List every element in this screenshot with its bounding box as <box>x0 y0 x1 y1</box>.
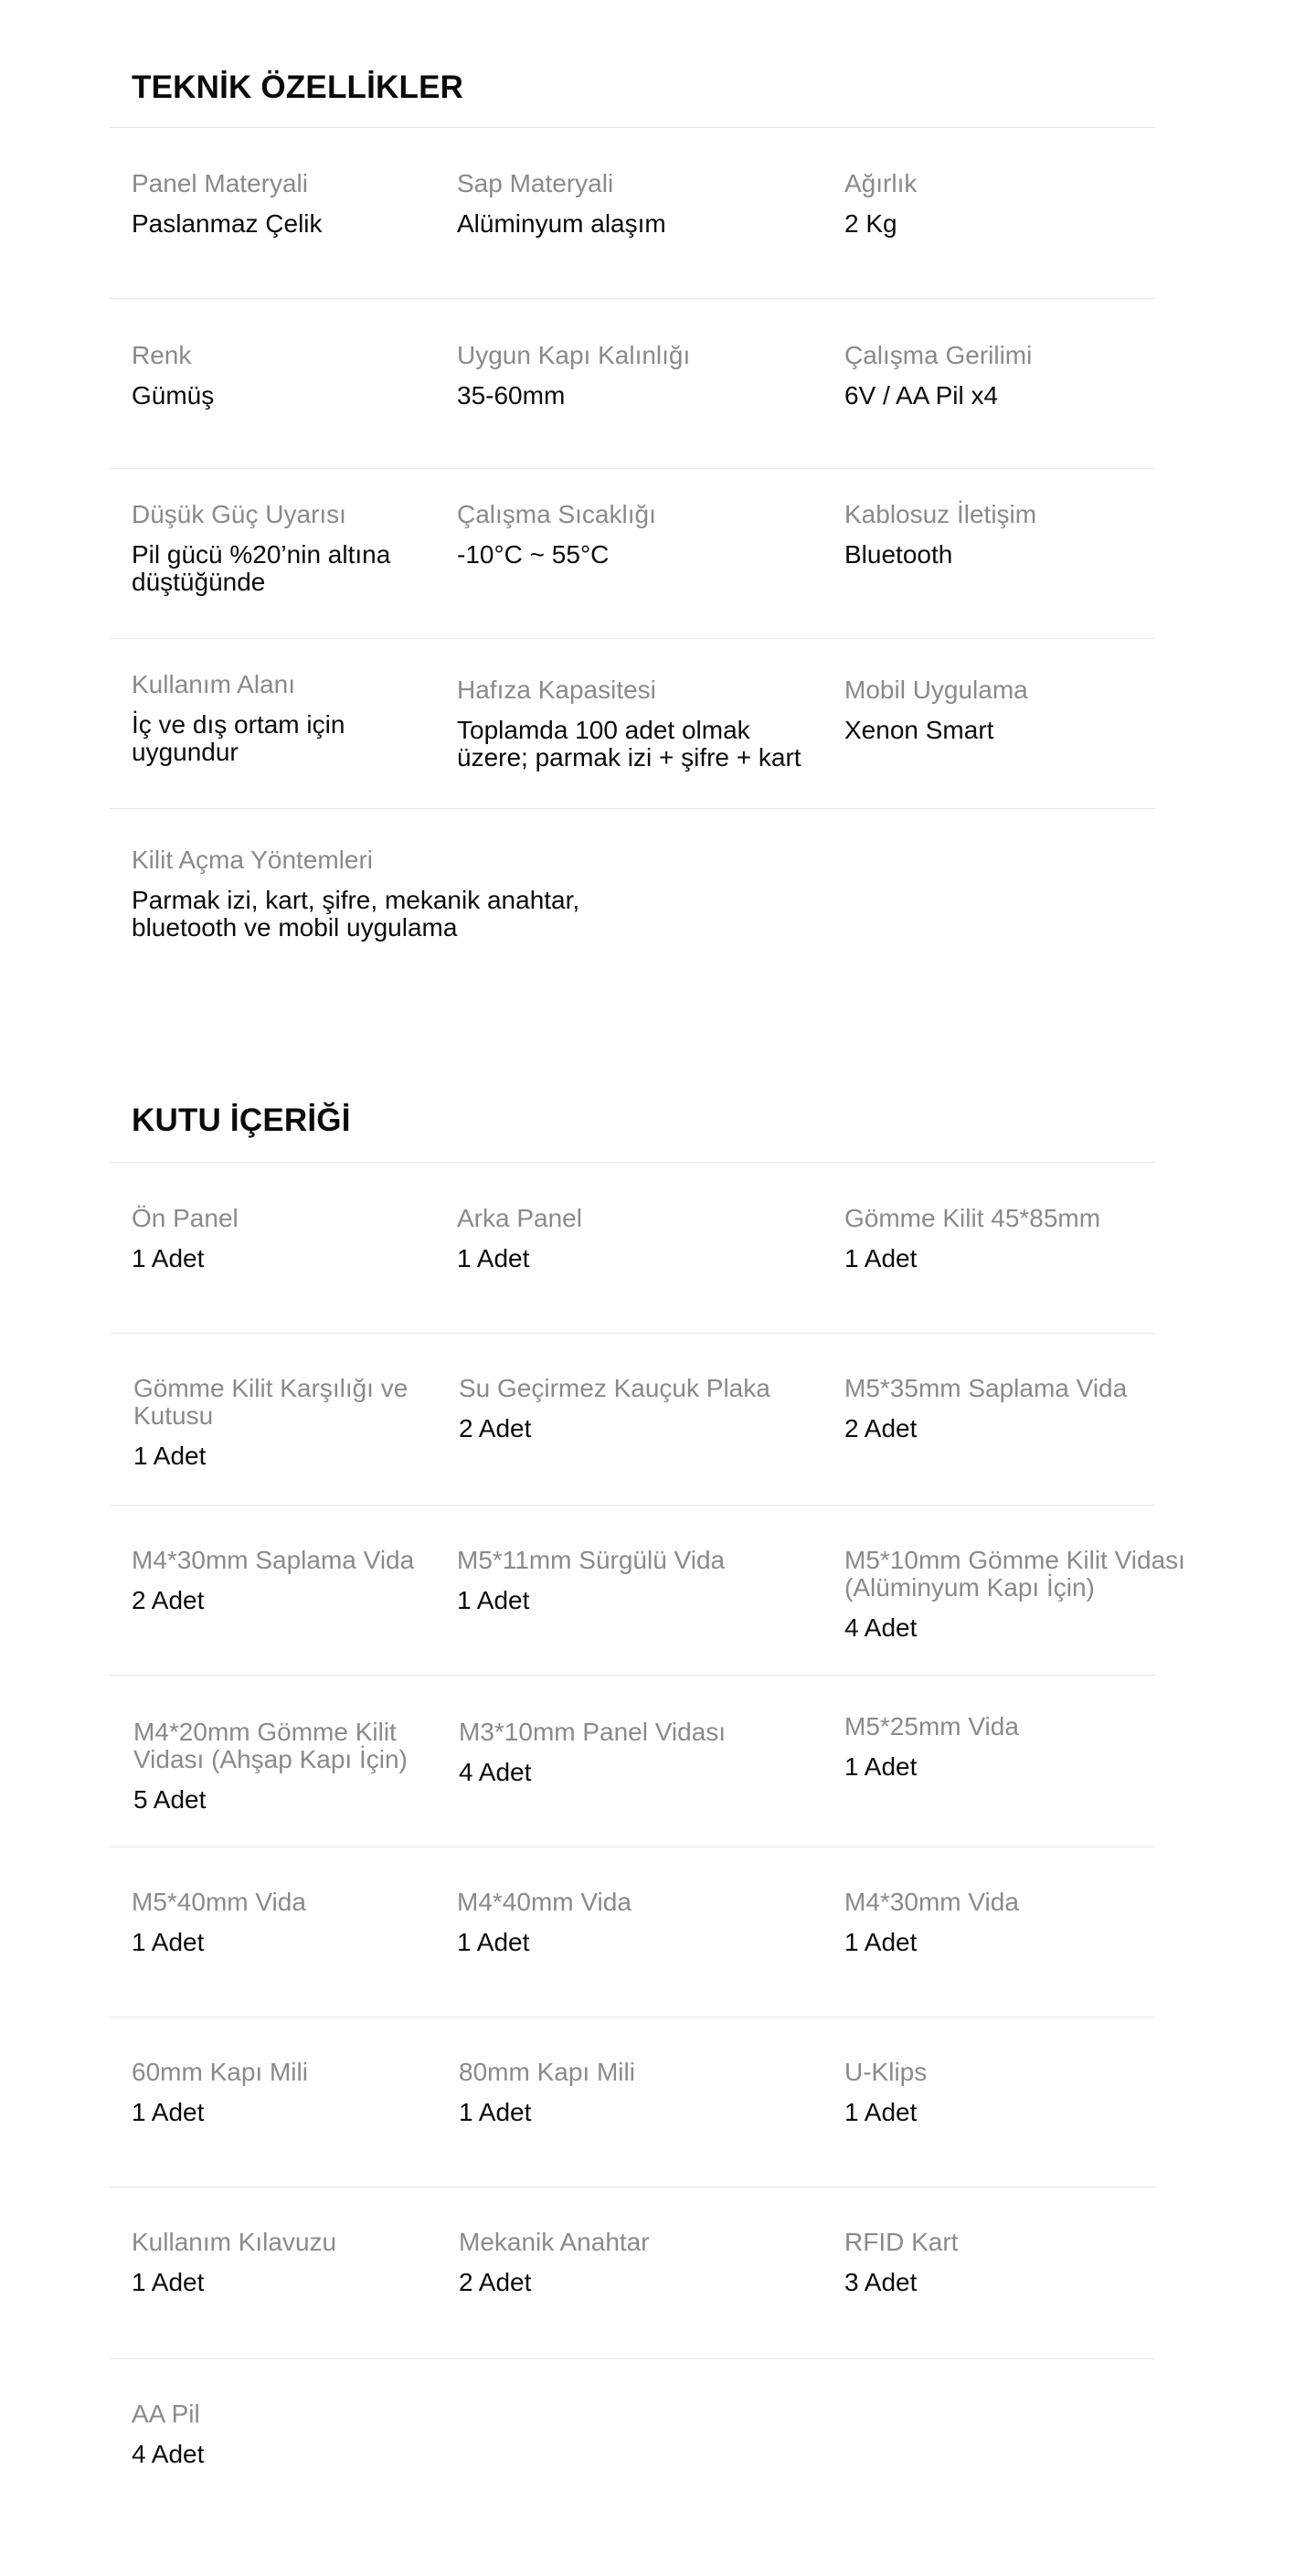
box-item-qty: 2 Adet <box>459 2268 532 2296</box>
box-item-label: M4*40mm Vida <box>457 1888 631 1916</box>
spec-value: Bluetooth <box>844 540 953 569</box>
box-item-label: M4*30mm Vida <box>844 1888 1019 1916</box>
box-item <box>132 2059 424 2126</box>
spec-label: Düşük Güç Uyarısı <box>132 500 346 528</box>
divider <box>110 638 1155 639</box>
divider <box>110 808 1155 809</box>
spec-item <box>844 170 1210 238</box>
spec-item <box>132 671 424 766</box>
box-item <box>459 1719 824 1786</box>
box-item-label: M4*20mm Gömme Kilit Vidası (Ahşap Kapı İçin) <box>133 1718 408 1773</box>
spec-item <box>844 342 1210 410</box>
divider <box>110 298 1155 299</box>
box-item-qty: 1 Adet <box>132 2098 205 2126</box>
spec-item <box>132 170 424 238</box>
box-item-label: 80mm Kapı Mili <box>459 2058 635 2086</box>
divider <box>110 1162 1155 1163</box>
box-item <box>844 1375 1210 1442</box>
divider <box>110 127 1155 128</box>
box-item <box>844 2059 1210 2126</box>
spec-item <box>132 846 607 942</box>
box-item <box>844 2229 1210 2296</box>
box-item-label: M5*40mm Vida <box>132 1888 306 1916</box>
box-item-qty: 2 Adet <box>132 1586 205 1614</box>
box-item-label: Mekanik Anahtar <box>459 2228 650 2256</box>
box-item <box>132 2400 424 2468</box>
spec-label: Hafıza Kapasitesi <box>457 676 656 704</box>
box-item-label: Kullanım Kılavuzu <box>132 2228 337 2256</box>
box-item-qty: 4 Adet <box>844 1613 918 1642</box>
box-item <box>844 1889 1210 1956</box>
box-item-qty: 1 Adet <box>844 1752 918 1781</box>
tech-specs-title: TEKNİK ÖZELLİKLER <box>132 69 464 105</box>
box-item-qty: 1 Adet <box>844 2098 918 2126</box>
box-item-label: M5*10mm Gömme Kilit Vidası (Alüminyum Kapı İçin) <box>844 1546 1185 1602</box>
spec-value: -10°C ~ 55°C <box>457 540 610 569</box>
spec-label: Çalışma Gerilimi <box>844 341 1033 369</box>
box-item-label: Gömme Kilit Karşılığı ve Kutusu <box>133 1374 409 1430</box>
box-item-label: AA Pil <box>132 2400 200 2428</box>
spec-value: Xenon Smart <box>844 716 994 744</box>
spec-label: Kablosuz İletişim <box>844 500 1037 528</box>
box-item <box>459 2229 824 2296</box>
box-item-qty: 2 Adet <box>459 1414 532 1442</box>
spec-item <box>457 501 822 569</box>
box-item-label: M4*30mm Saplama Vida <box>132 1546 415 1574</box>
box-item <box>457 1547 822 1614</box>
box-item-qty: 3 Adet <box>844 2268 918 2296</box>
box-item-qty: 1 Adet <box>457 1244 530 1272</box>
box-item <box>132 1205 424 1272</box>
box-item <box>457 1205 822 1272</box>
spec-label: Kilit Açma Yöntemleri <box>132 846 374 874</box>
divider <box>110 468 1155 469</box>
box-item-label: RFID Kart <box>844 2228 959 2256</box>
box-item <box>457 1889 822 1956</box>
spec-item <box>132 342 424 410</box>
spec-value: Paslanmaz Çelik <box>132 209 323 238</box>
spec-value: Gümüş <box>132 381 215 410</box>
divider <box>110 2358 1155 2359</box>
box-contents-title: KUTU İÇERİĞİ <box>132 1102 351 1138</box>
box-item-qty: 1 Adet <box>132 1244 205 1272</box>
spec-value: Toplamda 100 adet olmak üzere; parmak izi + şifre + kart <box>457 716 801 772</box>
box-item-label: Arka Panel <box>457 1204 582 1232</box>
box-item <box>844 1713 1210 1781</box>
spec-value: 35-60mm <box>457 381 566 410</box>
box-item <box>132 1547 424 1614</box>
spec-label: Renk <box>132 341 192 369</box>
box-item <box>133 1375 426 1470</box>
spec-item <box>844 676 1210 744</box>
spec-value: İç ve dış ortam için uygundur <box>132 710 345 766</box>
box-item-label: M5*35mm Saplama Vida <box>844 1374 1128 1402</box>
spec-label: Mobil Uygulama <box>844 676 1028 704</box>
box-item-label: M3*10mm Panel Vidası <box>459 1718 727 1746</box>
box-item-qty: 1 Adet <box>133 1442 207 1470</box>
box-item-label: Gömme Kilit 45*85mm <box>844 1204 1101 1232</box>
box-item <box>132 1889 424 1956</box>
box-item-label: U-Klips <box>844 2058 928 2086</box>
spec-value: Parmak izi, kart, şifre, mekanik anahtar, bluetooth ve mobil uygulama <box>132 886 580 942</box>
box-item-label: Su Geçirmez Kauçuk Plaka <box>459 1374 770 1402</box>
box-item <box>132 2229 424 2296</box>
box-item-qty: 1 Adet <box>844 1244 918 1272</box>
spec-item <box>457 342 822 410</box>
spec-value: Alüminyum alaşım <box>457 209 666 238</box>
box-item-qty: 1 Adet <box>132 1928 205 1956</box>
spec-label: Ağırlık <box>844 169 918 197</box>
box-item-qty: 1 Adet <box>459 2098 532 2126</box>
spec-item <box>457 676 822 772</box>
spec-value: 2 Kg <box>844 209 897 238</box>
spec-item <box>844 501 1210 569</box>
spec-label: Sap Materyali <box>457 169 614 197</box>
box-item <box>844 1205 1210 1272</box>
box-item-qty: 2 Adet <box>844 1414 918 1442</box>
box-item-qty: 1 Adet <box>457 1586 530 1614</box>
box-item-qty: 5 Adet <box>133 1785 207 1814</box>
box-item <box>844 1547 1228 1642</box>
divider <box>110 1333 1155 1334</box>
box-item-qty: 4 Adet <box>459 1758 532 1786</box>
divider <box>110 1505 1155 1506</box>
box-item <box>133 1719 426 1814</box>
spec-label: Kullanım Alanı <box>132 670 295 698</box>
spec-label: Uygun Kapı Kalınlığı <box>457 341 691 369</box>
box-item-qty: 4 Adet <box>132 2440 205 2468</box>
box-item-label: 60mm Kapı Mili <box>132 2058 308 2086</box>
spec-label: Panel Materyali <box>132 169 308 197</box>
box-item-label: M5*25mm Vida <box>844 1712 1019 1740</box>
spec-item <box>457 170 822 238</box>
divider <box>110 1675 1155 1676</box>
spec-label: Çalışma Sıcaklığı <box>457 500 656 528</box>
spec-item <box>132 501 424 596</box>
box-item <box>459 1375 824 1442</box>
box-item-qty: 1 Adet <box>457 1928 530 1956</box>
box-item-label: Ön Panel <box>132 1204 239 1232</box>
box-item-qty: 1 Adet <box>132 2268 205 2296</box>
box-item-label: M5*11mm Sürgülü Vida <box>457 1546 726 1574</box>
box-item-qty: 1 Adet <box>844 1928 918 1956</box>
box-item <box>459 2059 824 2126</box>
spec-value: Pil gücü %20’nin altına düştüğünde <box>132 540 391 596</box>
spec-value: 6V / AA Pil x4 <box>844 381 999 410</box>
